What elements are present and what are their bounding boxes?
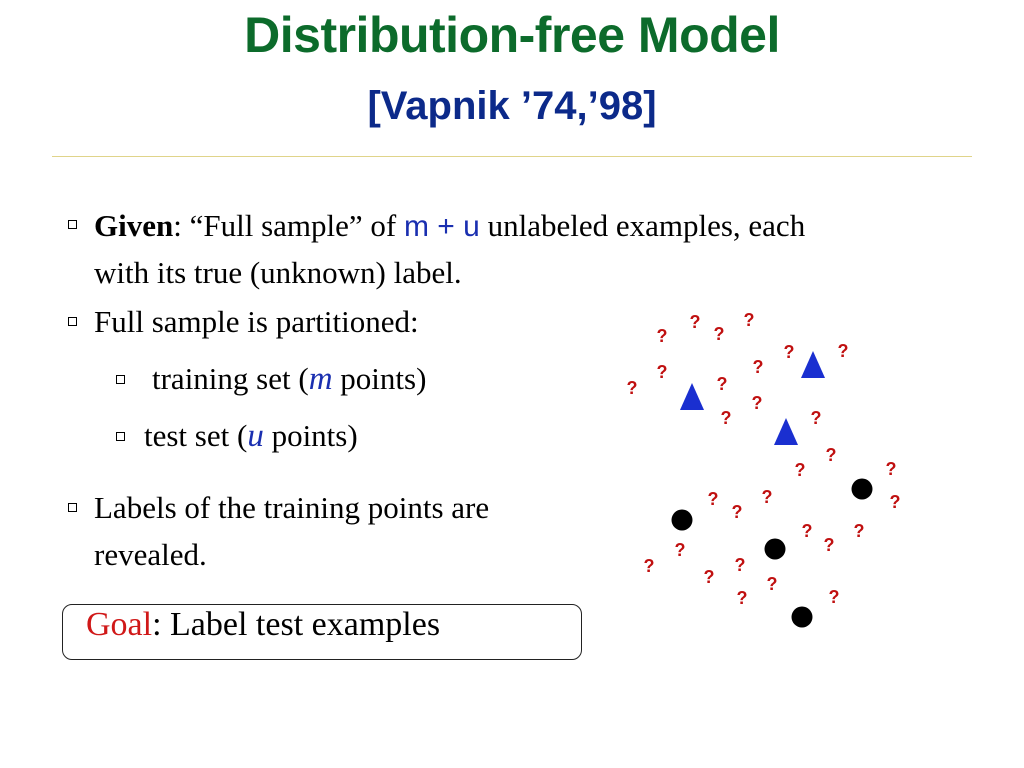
given-math: m + u [403, 210, 480, 243]
unlabeled-point-icon: ? [825, 445, 837, 465]
test-text: test set ( [144, 418, 248, 453]
unlabeled-point-icon: ? [707, 489, 719, 509]
training-text-end: points) [332, 361, 427, 396]
positive-label-triangle-icon [774, 418, 798, 445]
unlabeled-point-icon: ? [689, 312, 701, 332]
negative-label-circle-icon [672, 510, 693, 531]
unlabeled-point-icon: ? [828, 587, 840, 607]
bullet-given-line2: with its true (unknown) label. [94, 255, 462, 290]
unlabeled-point-icon: ? [720, 408, 732, 428]
unlabeled-point-icon: ? [889, 492, 901, 512]
unlabeled-point-icon: ? [731, 502, 743, 522]
unlabeled-point-icon: ? [810, 408, 822, 428]
unlabeled-point-icon: ? [656, 326, 668, 346]
unlabeled-point-icon: ? [752, 357, 764, 377]
bullet-labels: Labels of the training points are [94, 490, 490, 525]
unlabeled-point-icon: ? [716, 374, 728, 394]
positive-label-triangle-icon [801, 351, 825, 378]
unlabeled-point-icon: ? [643, 556, 655, 576]
given-text-end: unlabeled examples, each [479, 208, 806, 243]
negative-label-circle-icon [852, 479, 873, 500]
given-label: Given [94, 208, 174, 243]
positive-label-triangle-icon [680, 383, 704, 410]
unlabeled-point-icon: ? [766, 574, 778, 594]
negative-label-circle-icon [765, 539, 786, 560]
unlabeled-point-icon: ? [885, 459, 897, 479]
slide-subtitle: [Vapnik ’74,’98] [367, 84, 657, 128]
unlabeled-point-icon: ? [713, 324, 725, 344]
unlabeled-point-icon: ? [751, 393, 763, 413]
unlabeled-point-icon: ? [801, 521, 813, 541]
unlabeled-point-icon: ? [853, 521, 865, 541]
given-text: : “Full sample” of [173, 208, 404, 243]
unlabeled-point-icon: ? [783, 342, 795, 362]
unlabeled-point-icon: ? [734, 555, 746, 575]
bullet-partition: Full sample is partitioned: [94, 304, 419, 339]
goal-label: Goal [86, 606, 153, 643]
unlabeled-point-icon: ? [626, 378, 638, 398]
training-var: m [308, 361, 333, 397]
unlabeled-point-icon: ? [823, 535, 835, 555]
bullet-labels-line2: revealed. [94, 537, 207, 572]
unlabeled-point-icon: ? [794, 460, 806, 480]
unlabeled-point-icon: ? [703, 567, 715, 587]
unlabeled-point-icon: ? [761, 487, 773, 507]
slide-title: Distribution-free Model [244, 7, 780, 63]
test-text-end: points) [263, 418, 358, 453]
negative-label-circle-icon [792, 607, 813, 628]
unlabeled-point-icon: ? [837, 341, 849, 361]
goal-text: : Label test examples [152, 606, 441, 643]
unlabeled-point-icon: ? [736, 588, 748, 608]
training-text: training set ( [152, 361, 309, 396]
test-var: u [247, 418, 264, 454]
unlabeled-point-icon: ? [743, 310, 755, 330]
unlabeled-point-icon: ? [656, 362, 668, 382]
unlabeled-point-icon: ? [674, 540, 686, 560]
